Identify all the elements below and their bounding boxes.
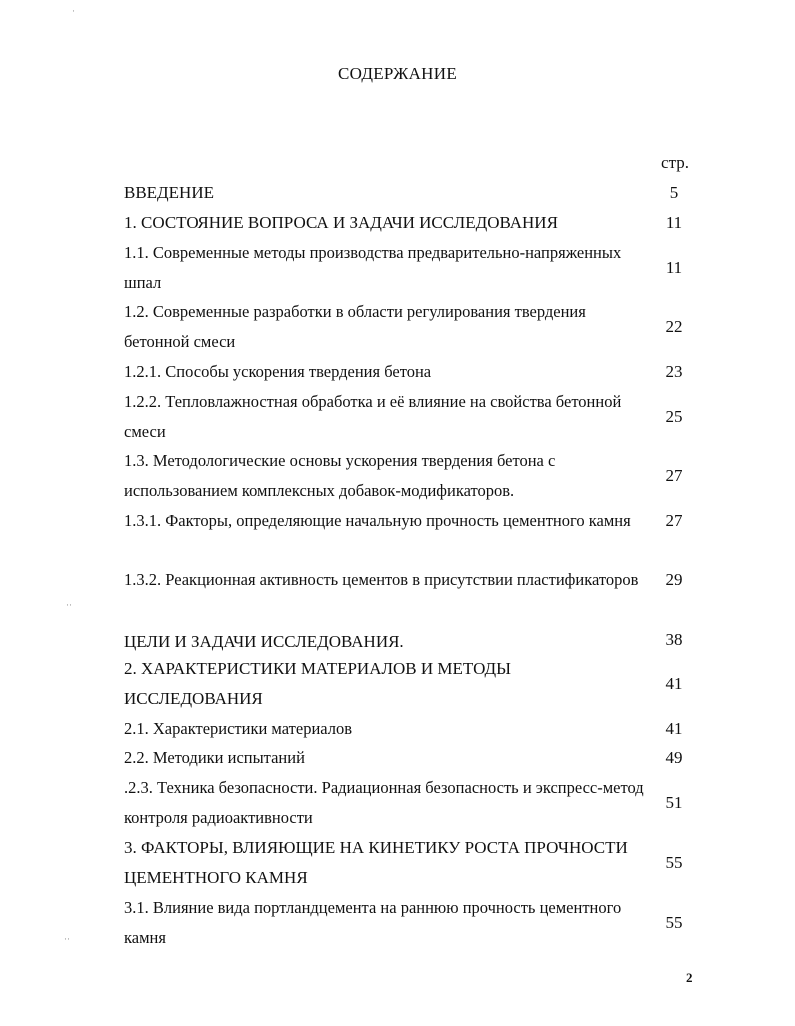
toc-entry-text: ВВЕДЕНИЕ: [124, 183, 214, 202]
toc-entry-text: 1. СОСТОЯНИЕ ВОПРОСА И ЗАДАЧИ ИССЛЕДОВАНИЯ: [124, 213, 558, 232]
toc-entry-3-1[interactable]: [124, 893, 704, 953]
toc-entry-text: 1.3.2. Реакционная активность цементов в присутствии пластификаторов: [124, 570, 639, 589]
toc-entry-intro[interactable]: [124, 178, 704, 208]
toc-entry-page: 41: [665, 674, 683, 693]
toc-entry-chapter-2[interactable]: [124, 654, 704, 714]
toc-entry-page: 29: [665, 570, 683, 589]
toc-entry-page: 11: [665, 258, 683, 277]
toc-entry-text: 3.1. Влияние вида портландцемента на раннюю прочность цементного камня: [124, 898, 622, 947]
toc-entry-1-3-1[interactable]: [124, 506, 704, 536]
toc-entry-text: .2.3. Техника безопасности. Радиационная безопасность и экспресс-метод контроля радиоактивности: [124, 778, 644, 827]
toc-entry-page: 27: [665, 466, 683, 485]
toc-entry-page: 55: [665, 913, 683, 932]
toc-entry-text: 3. ФАКТОРЫ, ВЛИЯЮЩИЕ НА КИНЕТИКУ РОСТА ПРОЧНОСТИ ЦЕМЕНТНОГО КАМНЯ: [124, 838, 628, 887]
toc-entry-page: 22: [665, 317, 683, 336]
toc-entry-page: 25: [665, 407, 683, 426]
toc-entry-page: 27: [665, 511, 683, 530]
page-title: СОДЕРЖАНИЕ: [337, 64, 458, 83]
toc-entry-page: 5: [669, 183, 679, 202]
toc-entry-1-2[interactable]: [124, 297, 704, 357]
toc-entry-text: 1.2. Современные разработки в области регулирования твердения бетонной смеси: [124, 302, 586, 351]
scan-speck: ··: [64, 934, 70, 944]
toc-entry-text: 2.2. Методики испытаний: [124, 748, 305, 767]
page-number: 2: [686, 970, 693, 985]
toc-entry-page: 51: [665, 793, 683, 812]
toc-entry-text: 1.3. Методологические основы ускорения твердения бетона с использованием комплексных добавок-модификаторов.: [124, 451, 556, 500]
toc-entry-1-2-1[interactable]: [124, 357, 704, 387]
toc-entry-2-3[interactable]: [124, 773, 704, 833]
toc-entry-1-1[interactable]: [124, 238, 704, 298]
toc-entry-1-3[interactable]: [124, 446, 704, 506]
toc-entry-chapter-1[interactable]: [124, 208, 704, 238]
toc-entry-text: 2. ХАРАКТЕРИСТИКИ МАТЕРИАЛОВ И МЕТОДЫ ИССЛЕДОВАНИЯ: [124, 659, 511, 708]
toc-entry-page: 23: [665, 362, 683, 381]
toc-entry-page: 38: [665, 630, 683, 649]
toc-entry-text: ЦЕЛИ И ЗАДАЧИ ИССЛЕДОВАНИЯ.: [124, 632, 404, 651]
toc-entry-text: 2.1. Характеристики материалов: [124, 719, 353, 738]
toc-entry-1-2-2[interactable]: [124, 387, 704, 447]
toc-entry-page: 49: [665, 748, 683, 767]
toc-entry-text: 1.3.1. Факторы, определяющие начальную прочность цементного камня: [124, 511, 631, 530]
scan-speck: ·: [72, 6, 75, 16]
toc-entry-chapter-3[interactable]: [124, 833, 704, 893]
scan-speck: ··: [66, 600, 72, 610]
toc-entry-1-3-2[interactable]: [124, 565, 704, 595]
toc-entry-page: 55: [665, 853, 683, 872]
toc-entry-page: 11: [665, 213, 683, 232]
toc-entry-text: 1.2.1. Способы ускорения твердения бетона: [124, 362, 432, 381]
page-column-header: стр.: [661, 153, 689, 172]
toc-entry-page: 41: [665, 719, 683, 738]
toc-entry-text: 1.1. Современные методы производства предварительно-напряженных шпал: [124, 243, 622, 292]
toc-entry-text: 1.2.2. Тепловлажностная обработка и её влияние на свойства бетонной смеси: [124, 392, 622, 441]
toc-entry-2-1[interactable]: [124, 714, 704, 744]
toc-entry-2-2[interactable]: [124, 743, 704, 773]
toc-entry-goals[interactable]: [124, 627, 704, 657]
